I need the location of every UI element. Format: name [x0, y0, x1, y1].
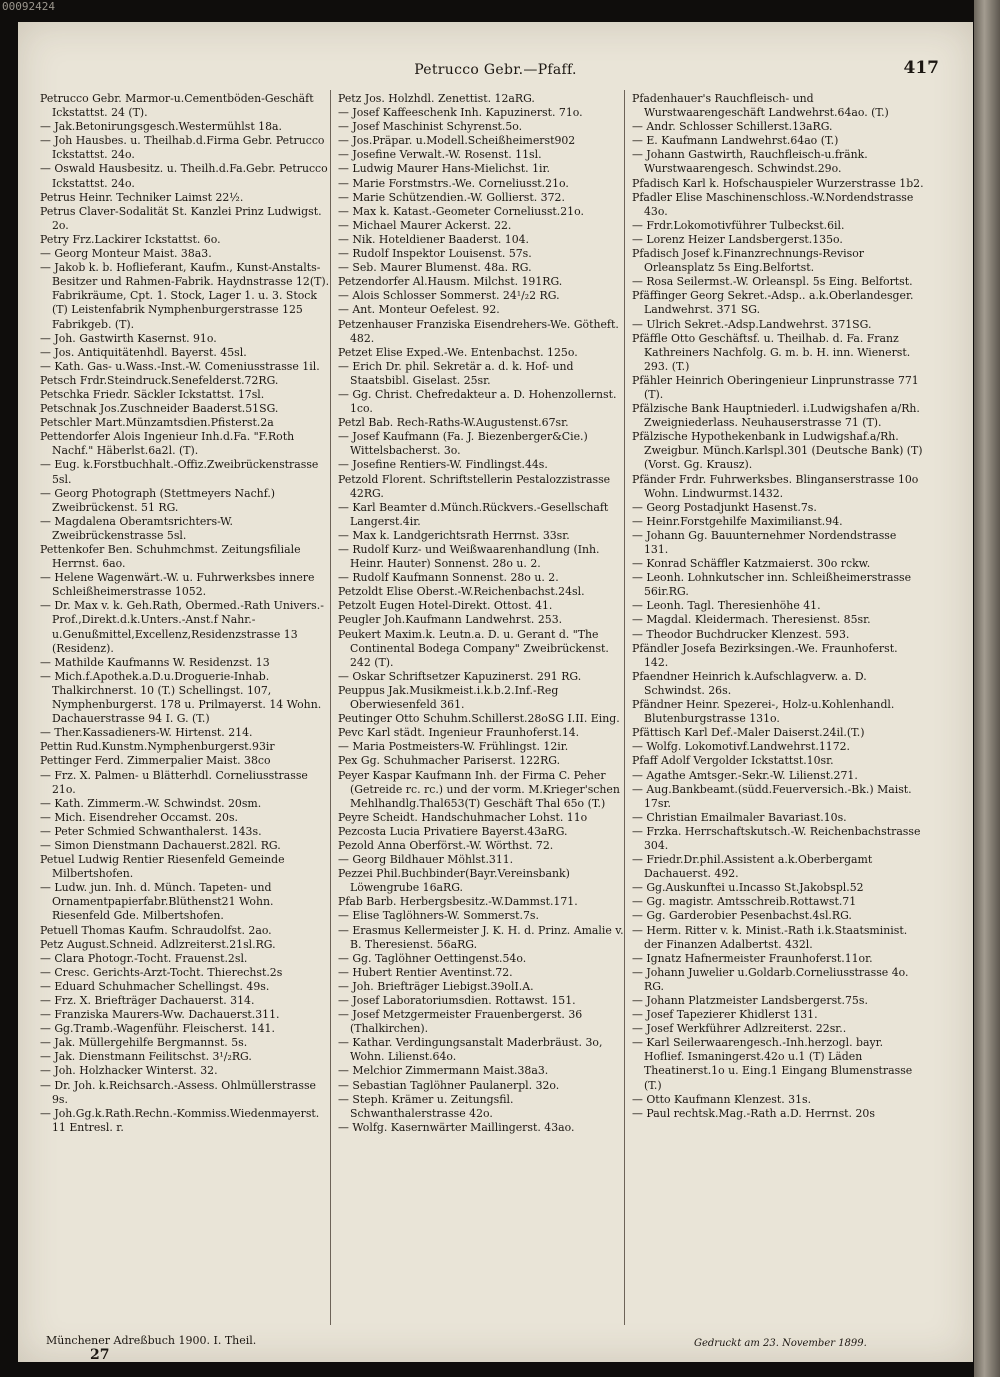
directory-entry: Pfab Barb. Herbergsbesitz.-W.Dammst.171. [338, 895, 578, 909]
directory-entry: Pfälzische Hypothekenbank in Ludwigshaf.a/Rh. Zweigbur. Münch.Karlspl.301 (Deutsche Bank) (T) (Vorst. Gg. Krausz). [632, 430, 927, 472]
directory-entry: Pezzei Phil.Buchbinder(Bayr.Vereinsbank) Löwengrube 16aRG. [338, 867, 574, 895]
directory-entry: — Josefine Rentiers-W. Findlingst.44s. [338, 458, 548, 472]
page-number: 417 [903, 58, 939, 78]
directory-entry: — Frz. X. Briefträger Dachauerst. 314. [40, 994, 255, 1007]
directory-entry: — Leonh. Lohnkutscher inn. Schleißheimerstrasse 56ir.RG. [632, 571, 915, 599]
directory-entry: — Johann Juwelier u.Goldarb.Corneliusstrasse 4o. RG. [632, 965, 912, 993]
directory-entry: Petzenhauser Franziska Eisendrehers-We. Götheft. 482. [338, 317, 623, 345]
directory-entry: Peyer Kaspar Kaufmann Inh. der Firma C. Peher (Getreide rc. rc.) und der vorm. M.Krieger'schen Mehlhandlg.Thal653(T) Geschäft Thal 65o (T.) [338, 768, 624, 810]
directory-entry: — Melchior Zimmermann Maist.38a3. [338, 1064, 549, 1078]
directory-entry: — Jak.Betonirungsgesch.Westermühlst 18a. [40, 120, 282, 134]
directory-entry: — Josef Metzgermeister Frauenbergerst. 36 (Thalkirchen). [338, 1008, 586, 1036]
directory-entry: — Josef Tapezierer Khidlerst 131. [632, 1008, 818, 1022]
column-left [40, 92, 332, 1135]
directory-entry: Petz August.Schneid. Adlzreiterst.21sl.RG. [40, 937, 276, 951]
directory-entry: — Steph. Krämer u. Zeitungsfil. Schwanthalerstrasse 42o. [338, 1092, 517, 1120]
directory-entry: — Peter Schmied Schwanthalerst. 143s. [40, 824, 262, 838]
document-page [18, 22, 973, 1362]
directory-entry: — Friedr.Dr.phil.Assistent a.k.Oberbergamt Dachauerst. 492. [632, 853, 876, 881]
directory-entry: — Karl Seilerwaarengesch.-Inh.herzogl. bayr. Hoflief. Ismaningerst.42o u.1 (T) Läden Theatinerst.1o u. Eing.1 Eingang Blumenstrasse (T.) [632, 1036, 916, 1092]
directory-entry: — Konrad Schäffler Katzmaierst. 30o rckw. [632, 557, 871, 571]
footer-sheet-number: 27 [90, 1347, 110, 1363]
directory-entry: Pfähler Heinrich Oberingenieur Linprunstrasse 771 (T). [632, 373, 923, 401]
directory-entry: — Jakob k. b. Hoflieferant, Kaufm., Kunst-Anstalts-Besitzer und Rahmen-Fabrik. Haydnstrasse 12(T). Fabrikräume, Cpt. 1. Stock, Lager 1. u. 3. Stock (T) Leistenfabrik Nymphenburgerstrasse 125 Fabrikgeb. (T). [40, 261, 333, 331]
directory-entry: Petschler Mart.Münzamtsdien.Pfisterst.2a [40, 416, 274, 430]
directory-entry: Petzoldt Elise Oberst.-W.Reichenbachst.24sl. [338, 585, 585, 599]
directory-entry: — Gg. Garderobier Pesenbachst.4sl.RG. [632, 909, 852, 923]
directory-entry: — Eug. k.Forstbuchhalt.-Offiz.Zweibrückenstrasse 5sl. [40, 458, 322, 486]
directory-entry: — Simon Dienstmann Dachauerst.282l. RG. [40, 838, 281, 852]
directory-entry: Petuel Ludwig Rentier Riesenfeld Gemeinde Milbertshofen. [40, 853, 289, 881]
directory-entry: — Joh. Holzhacker Winterst. 32. [40, 1064, 218, 1078]
footer-book-title: Münchener Adreßbuch 1900. I. Theil. [46, 1334, 257, 1347]
directory-entry: Pezold Anna Oberförst.-W. Wörthst. 72. [338, 838, 554, 852]
directory-entry: — Jos. Antiquitätenhdl. Bayerst. 45sl. [40, 345, 247, 359]
column-right [632, 92, 927, 1121]
directory-entry: — Joh Hausbes. u. Theilhab.d.Firma Gebr. Petrucco Ickstattst. 24o. [40, 134, 328, 162]
directory-entry: Petrucco Gebr. Marmor-u.Cementböden-Geschäft Ickstattst. 24 (T). [40, 92, 318, 120]
directory-entry: — Elise Taglöhners-W. Sommerst.7s. [338, 909, 539, 923]
directory-entry: Peugler Joh.Kaufmann Landwehrst. 253. [338, 613, 563, 627]
page-header-title: Petrucco Gebr.—Pfaff. [414, 62, 577, 78]
directory-entry: — Frzka. Herrschaftskutsch.-W. Reichenbachstrasse 304. [632, 824, 924, 852]
directory-entry: — Joh.Gg.k.Rath.Rechn.-Kommiss.Wiedenmayerst. 11 Entresl. r. [40, 1106, 323, 1134]
directory-entry: — Johann Platzmeister Landsbergerst.75s. [632, 994, 868, 1007]
directory-entry: — Oswald Hausbesitz. u. Theilh.d.Fa.Gebr. Petrucco Ickstattst. 24o. [40, 162, 332, 190]
directory-entry: — Michael Maurer Ackerst. 22. [338, 218, 512, 232]
directory-entry: — Magdalena Oberamtsrichters-W. Zweibrückenstrasse 5sl. [40, 514, 237, 542]
directory-entry: — Aug.Bankbeamt.(südd.Feuerversich.-Bk.) Maist. 17sr. [632, 782, 916, 810]
directory-entry: — Maria Postmeisters-W. Frühlingst. 12ir. [338, 740, 569, 754]
directory-entry: — Otto Kaufmann Klenzest. 31s. [632, 1092, 812, 1106]
footer-print-date: Gedruckt am 23. November 1899. [694, 1338, 867, 1349]
directory-entry: — Agathe Amtsger.-Sekr.-W. Lilienst.271. [632, 768, 858, 782]
directory-entry: — Max k. Landgerichtsrath Herrnst. 33sr. [338, 528, 570, 542]
directory-entry: — Herm. Ritter v. k. Minist.-Rath i.k.Staatsminist. der Finanzen Adalbertst. 432l. [632, 923, 911, 951]
directory-entry: — Wolfg. Lokomotivf.Landwehrst.1172. [632, 740, 851, 754]
directory-entry: — Frdr.Lokomotivführer Tulbeckst.6il. [632, 218, 845, 232]
directory-entry: — Dr. Max v. k. Geh.Rath, Obermed.-Rath Univers.-Prof.,Direkt.d.k.Unters.-Anst.f Nahr.-u.Genußmittel,Excellenz,Residenzstrasse 13 (Residenz). [40, 599, 324, 655]
directory-entry: Petrus Heinr. Techniker Laimst 22½. [40, 190, 244, 204]
directory-entry: — Joh. Briefträger Liebigst.39olI.A. [338, 979, 534, 993]
directory-entry: — Georg Postadjunkt Hasenst.7s. [632, 500, 817, 514]
directory-entry: — Mathilde Kaufmanns W. Residenzst. 13 [40, 655, 270, 669]
directory-entry: Pevc Karl städt. Ingenieur Fraunhoferst.14. [338, 726, 580, 740]
directory-entry: — Georg Monteur Maist. 38a3. [40, 247, 212, 261]
directory-entry: — Eduard Schuhmacher Schellingst. 49s. [40, 979, 270, 993]
directory-entry: — Mich.f.Apothek.a.D.u.Droguerie-Inhab. Thalkirchnerst. 10 (T.) Schellingst. 107, Nymphenburgerst. 178 u. Prilmayerst. 14 Wohn. Dachauerstrasse 94 I. G. (T.) [40, 669, 325, 726]
directory-entry: — Josef Kaufmann (Fa. J. Biezenberger&Cie.) Wittelsbacherst. 3o. [338, 430, 592, 458]
directory-entry: — Georg Photograph (Stettmeyers Nachf.) Zweibrückenst. 51 RG. [40, 486, 279, 514]
directory-entry: Petuell Thomas Kaufm. Schraudolfst. 2ao. [40, 923, 272, 937]
directory-entry: — Franziska Maurers-Ww. Dachauerst.311. [40, 1008, 280, 1022]
directory-entry: Pezcosta Lucia Privatiere Bayerst.43aRG. [338, 824, 568, 838]
directory-entry: — Josef Laboratoriumsdien. Rottawst. 151. [338, 994, 576, 1007]
directory-entry: — Erich Dr. phil. Sekretär a. d. k. Hof- und Staatsbibl. Giselast. 25sr. [338, 359, 577, 387]
directory-entry: — Ther.Kassadieners-W. Hirtenst. 214. [40, 726, 253, 740]
directory-entry: Pfäffle Otto Geschäftsf. u. Theilhab. d. Fa. Franz Kathreiners Nachfolg. G. m. b. H. inn. Wienerst. 293. (T.) [632, 331, 914, 373]
directory-entry: Petzendorfer Al.Hausm. Milchst. 191RG. [338, 275, 563, 289]
directory-entry: — Kathar. Verdingungsanstalt Maderbräust. 3o, Wohn. Lilienst.64o. [338, 1036, 606, 1064]
directory-entry: Petzold Florent. Schriftstellerin Pestalozzistrasse 42RG. [338, 472, 614, 500]
directory-entry: — Hubert Rentier Aventinst.72. [338, 965, 513, 979]
directory-entry: — Dr. Joh. k.Reichsarch.-Assess. Ohlmüllerstrasse 9s. [40, 1078, 320, 1106]
directory-entry: — Jak. Dienstmann Feilitschst. 3¹/₂RG. [40, 1050, 252, 1064]
directory-entry: Pettin Rud.Kunstm.Nymphenburgerst.93ir [40, 740, 275, 754]
directory-entry: — Jos.Präpar. u.Modell.Scheißheimerst902 [338, 134, 576, 148]
directory-entry: — Rudolf Inspektor Louisenst. 57s. [338, 247, 532, 261]
directory-entry: — Christian Emailmaler Bavariast.10s. [632, 810, 847, 824]
directory-entry: — Marie Schützendien.-W. Gollierst. 372. [338, 190, 565, 204]
directory-entry: Pex Gg. Schuhmacher Pariserst. 122RG. [338, 754, 561, 768]
directory-entry: — Gg.Auskunftei u.Incasso St.Jakobspl.52 [632, 881, 864, 895]
directory-entry: Peyre Scheidt. Handschuhmacher Lohst. 11o [338, 810, 588, 824]
directory-entry: — Lorenz Heizer Landsbergerst.135o. [632, 232, 843, 246]
directory-entry: — Frz. X. Palmen- u Blätterhdl. Corneliusstrasse 21o. [40, 768, 312, 796]
directory-entry: Pfadenhauer's Rauchfleisch- und Wurstwaarengeschäft Landwehrst.64ao. (T.) [632, 92, 889, 120]
directory-entry: — Marie Forstmstrs.-We. Corneliusst.21o. [338, 176, 569, 190]
directory-entry: — Johann Gg. Bauunternehmer Nordendstrasse 131. [632, 528, 900, 556]
directory-entry: — Wolfg. Kasernwärter Maillingerst. 43ao. [338, 1120, 575, 1134]
directory-entry: — Mich. Eisendreher Occamst. 20s. [40, 810, 238, 824]
directory-entry: — Josef Maschinist Schyrenst.5o. [338, 120, 523, 134]
directory-entry: Pettinger Ferd. Zimmerpalier Maist. 38co [40, 754, 271, 768]
directory-entry: Petschka Friedr. Säckler Ickstattst. 17sl. [40, 387, 265, 401]
directory-entry: — Alois Schlosser Sommerst. 24¹/₂2 RG. [338, 289, 560, 303]
directory-entry: — Rudolf Kurz- und Weißwaarenhandlung (Inh. Heinr. Hauter) Sonnenst. 28o u. 2. [338, 543, 603, 571]
directory-entry: — Ant. Monteur Oefelest. 92. [338, 303, 500, 317]
directory-entry: — Joh. Gastwirth Kasernst. 91o. [40, 331, 217, 345]
directory-entry: Petzet Elise Exped.-We. Entenbachst. 125o. [338, 345, 578, 359]
directory-entry: Pettendorfer Alois Ingenieur Inh.d.Fa. "F.Roth Nachf." Häberlst.6a2l. (T). [40, 430, 298, 458]
directory-entry: — Johann Gastwirth, Rauchfleisch-u.fränk. Wurstwaarengesch. Schwindst.29o. [632, 148, 872, 176]
directory-entry: Pfättisch Karl Def.-Maler Daiserst.24il.(T.) [632, 726, 865, 740]
directory-entry: Pettenkofer Ben. Schuhmchmst. Zeitungsfiliale Herrnst. 6ao. [40, 543, 305, 571]
directory-entry: — Ludw. jun. Inh. d. Münch. Tapeten- und Ornamentpapierfabr.Blüthenst21 Wohn. Riesenfeld Gde. Milbertshofen. [40, 881, 277, 923]
directory-entry: — Magdal. Kleidermach. Theresienst. 85sr. [632, 613, 871, 627]
directory-entry: Pfaff Adolf Vergolder Ickstattst.10sr. [632, 754, 834, 768]
directory-entry: — Jak. Müllergehilfe Bergmannst. 5s. [40, 1036, 248, 1050]
directory-entry: Peukert Maxim.k. Leutn.a. D. u. Gerant d. "The Continental Bodega Company" Zweibrückenst. 242 (T). [338, 627, 613, 669]
directory-entry: — Gg. Taglöhner Oettingenst.54o. [338, 951, 527, 965]
directory-entry: — Gg.Tramb.-Wagenführ. Fleischerst. 141. [40, 1022, 275, 1036]
directory-entry: Petz Jos. Holzhdl. Zenettist. 12aRG. [338, 92, 535, 105]
directory-entry: Pfändler Josefa Bezirksingen.-We. Fraunhoferst. 142. [632, 641, 902, 669]
directory-entry: Peuppus Jak.Musikmeist.i.k.b.2.Inf.-Reg Oberwiesenfeld 361. [338, 683, 562, 712]
directory-entry: Petzolt Eugen Hotel-Direkt. Ottost. 41. [338, 599, 553, 613]
directory-entry: — Clara Photogr.-Tocht. Frauenst.2sl. [40, 951, 248, 965]
directory-entry: Pfadisch Josef k.Finanzrechnungs-Revisor Orleansplatz 5s Eing.Belfortst. [632, 247, 868, 275]
directory-entry: — Josefine Verwalt.-W. Rosenst. 11sl. [338, 148, 542, 162]
directory-entry: — Cresc. Gerichts-Arzt-Tocht. Thierechst.2s [40, 965, 283, 979]
directory-entry: — Andr. Schlosser Schillerst.13aRG. [632, 120, 833, 134]
directory-entry: — Karl Beamter d.Münch.Rückvers.-Gesellschaft Langerst.4ir. [338, 500, 612, 528]
directory-entry: — Rosa Seilermst.-W. Orleanspl. 5s Eing. Belfortst. [632, 275, 913, 289]
directory-entry: — Josef Kaffeeschenk Inh. Kapuzinerst. 71o. [338, 106, 583, 120]
directory-entry: — Ignatz Hafnermeister Fraunhoferst.11or. [632, 951, 873, 965]
directory-entry: Petrus Claver-Sodalität St. Kanzlei Prinz Ludwigst. 2o. [40, 204, 326, 232]
directory-entry: Pfaendner Heinrich k.Aufschlagverw. a. D. Schwindst. 26s. [632, 669, 871, 697]
directory-entry: Pfändner Heinr. Spezerei-, Holz-u.Kohlenhandl. Blutenburgstrasse 131o. [632, 698, 898, 726]
directory-entry: Pfadisch Karl k. Hofschauspieler Wurzerstrasse 1b2. [632, 176, 924, 190]
directory-entry: — Max k. Katast.-Geometer Corneliusst.21o. [338, 204, 584, 218]
directory-entry: — Nik. Hoteldiener Baaderst. 104. [338, 232, 530, 246]
directory-entry: — Rudolf Kaufmann Sonnenst. 28o u. 2. [338, 571, 559, 585]
directory-entry: — Georg Bildhauer Möhlst.311. [338, 853, 514, 867]
directory-entry: — Sebastian Taglöhner Paulanerpl. 32o. [338, 1078, 560, 1092]
directory-entry: — Seb. Maurer Blumenst. 48a. RG. [338, 261, 532, 275]
directory-entry: Pfänder Frdr. Fuhrwerksbes. Blinganserstrasse 10o Wohn. Lindwurmst.1432. [632, 472, 922, 500]
directory-entry: — Kath. Zimmerm.-W. Schwindst. 20sm. [40, 796, 262, 810]
directory-entry: — E. Kaufmann Landwehrst.64ao (T.) [632, 134, 839, 148]
directory-entry: — Ludwig Maurer Hans-Mielichst. 1ir. [338, 162, 550, 176]
directory-entry: — Ulrich Sekret.-Adsp.Landwehrst. 371SG. [632, 317, 872, 331]
scan-label: 00092424 [2, 0, 55, 13]
directory-entry: — Josef Werkführer Adlzreiterst. 22sr.. [632, 1022, 847, 1036]
directory-entry: Petsch Frdr.Steindruck.Senefelderst.72RG. [40, 373, 279, 387]
directory-entry: Peutinger Otto Schuhm.Schillerst.28oSG I.II. Eing. [338, 712, 620, 726]
directory-entry: Petry Frz.Lackirer Ickstattst. 6o. [40, 232, 221, 246]
directory-entry: — Oskar Schriftsetzer Kapuzinerst. 291 RG. [338, 669, 582, 683]
book-edge [974, 0, 1000, 1377]
directory-entry: Pfäffinger Georg Sekret.-Adsp.. a.k.Oberlandesger. Landwehrst. 371 SG. [632, 289, 917, 317]
directory-entry: — Gg. magistr. Amtsschreib.Rottawst.71 [632, 895, 857, 909]
directory-entry: Pfälzische Bank Hauptniederl. i.Ludwigshafen a/Rh. Zweigniederlass. Neuhauserstrasse 71 (T). [632, 402, 924, 430]
directory-entry: — Gg. Christ. Chefredakteur a. D. Hohenzollernst. 1co. [338, 387, 620, 416]
directory-entry: — Helene Wagenwärt.-W. u. Fuhrwerksbes innere Schleißheimerstrasse 1052. [40, 571, 318, 599]
column-middle [338, 92, 630, 1135]
directory-entry: — Kath. Gas- u.Wass.-Inst.-W. Comeniusstrasse 1il. [40, 359, 320, 373]
directory-entry: — Leonh. Tagl. Theresienhöhe 41. [632, 599, 821, 613]
directory-entry: Petschnak Jos.Zuschneider Baaderst.51SG. [40, 402, 279, 416]
directory-entry: — Erasmus Kellermeister J. K. H. d. Prinz. Amalie v. B. Theresienst. 56aRG. [338, 923, 628, 951]
directory-entry: — Theodor Buchdrucker Klenzest. 593. [632, 627, 850, 641]
directory-entry: — Heinr.Forstgehilfe Maximilianst.94. [632, 514, 843, 528]
directory-entry: Petzl Bab. Rech-Raths-W.Augustenst.67sr. [338, 416, 569, 430]
directory-entry: Pfadler Elise Maschinenschloss.-W.Nordendstrasse 43o. [632, 190, 917, 218]
directory-entry: — Paul rechtsk.Mag.-Rath a.D. Herrnst. 20s [632, 1106, 875, 1120]
